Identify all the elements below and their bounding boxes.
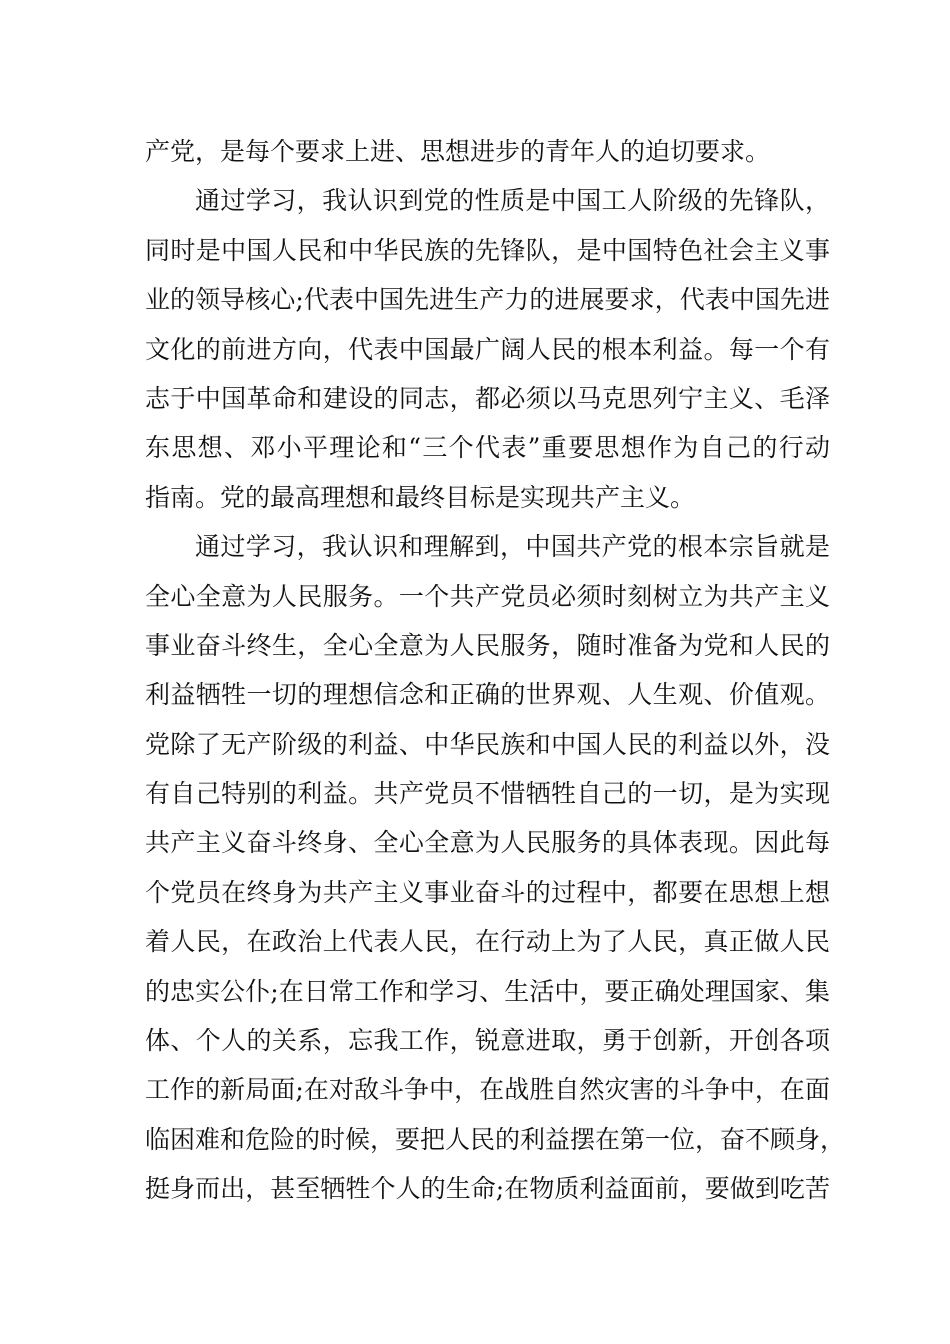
text-line: 通过学习，我认识和理解到，中国共产党的根本宗旨就是	[195, 532, 830, 562]
text-line: 挺身而出，甚至牺牲个人的生命;在物质利益面前，要做到吃苦	[145, 1174, 830, 1204]
text-line: 志于中国革命和建设的同志，都必须以马克思列宁主义、毛泽	[145, 383, 830, 413]
text-line: 产党，是每个要求上进、思想进步的青年人的迫切要求。	[145, 137, 771, 166]
text-line: 通过学习，我认识到党的性质是中国工人阶级的先锋队，	[195, 186, 830, 216]
text-line: 全心全意为人民服务。一个共产党员必须时刻树立为共产主义	[145, 581, 830, 611]
text-line: 工作的新局面;在对敌斗争中，在战胜自然灾害的斗争中，在面	[145, 1075, 830, 1105]
text-line: 同时是中国人民和中华民族的先锋队，是中国特色社会主义事	[145, 235, 830, 265]
document-body	[145, 127, 846, 1214]
text-line: 着人民，在政治上代表人民，在行动上为了人民，真正做人民	[145, 927, 830, 957]
text-line: 东思想、邓小平理论和“三个代表”重要思想作为自己的行动	[145, 433, 830, 463]
text-line: 的忠实公仆;在日常工作和学习、生活中，要正确处理国家、集	[145, 976, 830, 1006]
text-line: 指南。党的最高理想和最终目标是实现共产主义。	[145, 482, 696, 512]
text-line: 业的领导核心;代表中国先进生产力的进展要求，代表中国先进	[145, 285, 830, 315]
text-line: 利益牺牲一切的理想信念和正确的世界观、人生观、价值观。	[145, 680, 830, 710]
text-line: 共产主义奋斗终身、全心全意为人民服务的具体表现。因此每	[145, 828, 830, 858]
text-line: 事业奋斗终生，全心全意为人民服务，随时准备为党和人民的	[145, 630, 830, 660]
text-line: 党除了无产阶级的利益、中华民族和中国人民的利益以外，没	[145, 729, 830, 759]
text-line: 体、个人的关系，忘我工作，锐意进取，勇于创新，开创各项	[145, 1026, 830, 1056]
text-line: 临困难和危险的时候，要把人民的利益摆在第一位，奋不顾身，	[145, 1124, 846, 1154]
text-line: 文化的前进方向，代表中国最广阔人民的根本利益。每一个有	[145, 334, 830, 364]
text-line: 有自己特别的利益。共产党员不惜牺牲自己的一切，是为实现	[145, 779, 830, 809]
text-line: 个党员在终身为共产主义事业奋斗的过程中，都要在思想上想	[145, 877, 830, 907]
